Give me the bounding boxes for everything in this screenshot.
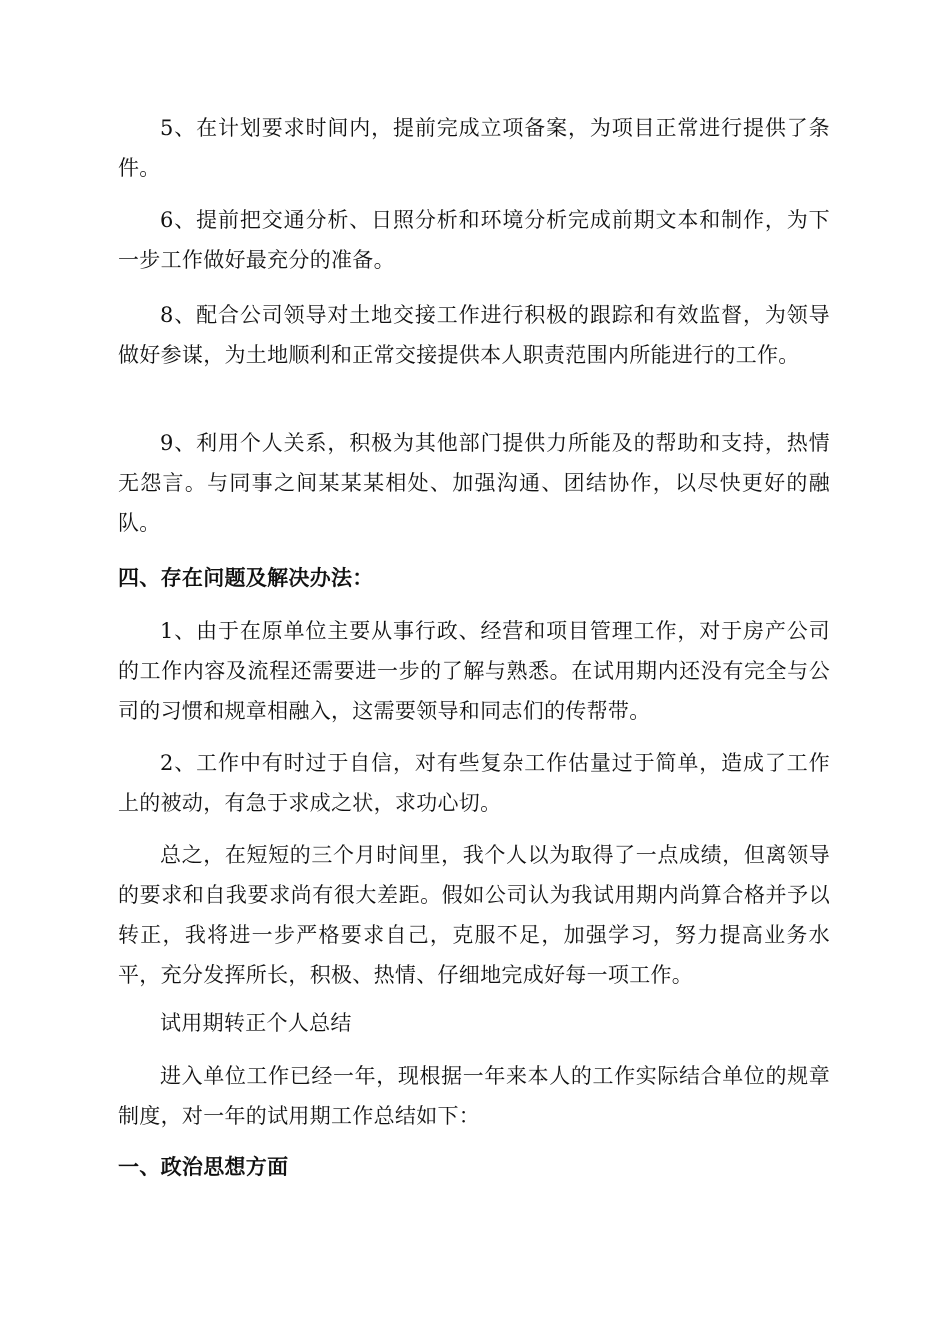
paragraph-problem-2: 2、工作中有时过于自信，对有些复杂工作估量过于简单，造成了工作上的被动，有急于求成之状，求功心切。: [118, 751, 830, 815]
paragraph-problem-1: 1、由于在原单位主要从事行政、经营和项目管理工作，对于房产公司的工作内容及流程还需要进一步的了解与熟悉。在试用期内还没有完全与公司的习惯和规章相融入，这需要领导和同志们的传帮带。: [118, 619, 830, 723]
paragraph-conclusion: 总之，在短短的三个月时间里，我个人以为取得了一点成绩，但离领导的要求和自我要求尚有很大差距。假如公司认为我试用期内尚算合格并予以转正，我将进一步严格要求自己，克服不足，加强学习，努力提高业务水平，充分发挥所长，积极、热情、仔细地完成好每一项工作。: [118, 843, 830, 987]
paragraph-item-5: 5、在计划要求时间内，提前完成立项备案，为项目正常进行提供了条件。: [118, 116, 830, 180]
paragraph-item-6: 6、提前把交通分析、日照分析和环境分析完成前期文本和制作，为下一步工作做好最充分的准备。: [118, 208, 830, 272]
paragraph-item-8: 8、配合公司领导对土地交接工作进行积极的跟踪和有效监督，为领导做好参谋，为土地顺利和正常交接提供本人职责范围内所能进行的工作。: [118, 303, 830, 367]
subtitle-probation-summary: 试用期转正个人总结: [160, 1011, 352, 1035]
section-heading-problems: 四、存在问题及解决办法：: [118, 565, 374, 590]
paragraph-intro: 进入单位工作已经一年，现根据一年来本人的工作实际结合单位的规章制度，对一年的试用期工作总结如下：: [118, 1064, 830, 1128]
section-heading-political: 一、政治思想方面: [118, 1154, 289, 1179]
paragraph-item-9: 9、利用个人关系，积极为其他部门提供力所能及的帮助和支持，热情无怨言。与同事之间某某某相处、加强沟通、团结协作，以尽快更好的融队。: [118, 431, 830, 535]
